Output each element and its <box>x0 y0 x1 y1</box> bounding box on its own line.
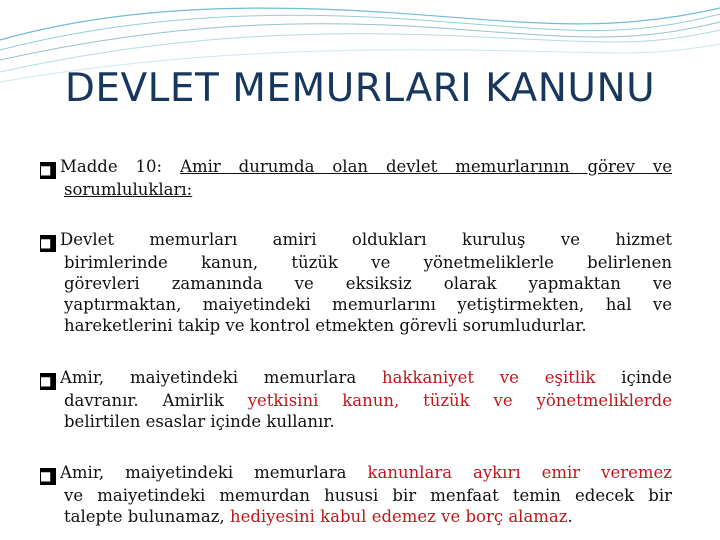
bullet-icon: ■ <box>40 162 56 179</box>
highlight-hakkaniyet: hakkaniyet ve eşitlik <box>382 368 596 387</box>
paragraph-duties-line-5: hareketlerini takip ve kontrol etmekten görevli sorumludurlar. <box>64 316 587 335</box>
slide-title: DEVLET MEMURLARI KANUNU <box>64 66 656 111</box>
paragraph-equity-line-3: belirtilen esaslar içinde kullanır. <box>64 412 335 431</box>
paragraph-duties-line-4: yaptırmaktan, maiyetindeki memurlarını yetiştirmekten, hal ve <box>64 295 672 314</box>
bullet-icon: ■ <box>40 235 56 252</box>
madde-heading-text: Amir durumda olan devlet memurlarının görev ve <box>180 157 672 176</box>
paragraph-equity-line-2: davranır. Amirlik yetkisini kanun, tüzük ve yönetmeliklerde <box>64 391 672 410</box>
paragraph-equity <box>40 367 672 432</box>
madde-heading <box>40 156 672 200</box>
paragraph-duties-line-1: ■ Devlet memurları amiri oldukları kuruluş ve hizmet <box>40 230 672 250</box>
madde-heading-line-2: sorumlulukları: <box>64 180 193 199</box>
paragraph-duties-line-2: birimlerinde kanun, tüzük ve yönetmeliklerle belirlenen <box>64 253 672 272</box>
madde-heading-line-1 <box>40 156 672 179</box>
highlight-hediye: hediyesini kabul edemez ve borç alamaz <box>229 507 568 526</box>
paragraph-restrictions <box>40 462 672 527</box>
bullet-icon: ■ <box>40 373 56 390</box>
paragraph-restrictions-line-1: ■ Amir, maiyetindeki memurlara kanunlara aykırı emir veremez <box>40 463 672 483</box>
paragraph-duties <box>40 229 672 336</box>
bullet-icon: ■ <box>40 468 56 485</box>
madde-number: Madde 10: <box>60 157 181 176</box>
paragraph-restrictions-line-3: talepte bulunamaz, hediyesini kabul edemez ve borç alamaz. <box>64 507 573 526</box>
paragraph-equity-line-1: ■ Amir, maiyetindeki memurlara hakkaniyet ve eşitlik içinde <box>40 368 672 388</box>
paragraph-duties-line-3: görevleri zamanında ve eksiksiz olarak yapmaktan ve <box>64 274 672 293</box>
highlight-kanunlara-aykiri: kanunlara aykırı emir veremez <box>367 463 672 482</box>
paragraph-restrictions-line-2: ve maiyetindeki memurdan hususi bir menfaat temin edecek bir <box>64 486 672 505</box>
highlight-yetki: yetkisini kanun, tüzük ve yönetmeliklerde <box>247 391 672 410</box>
